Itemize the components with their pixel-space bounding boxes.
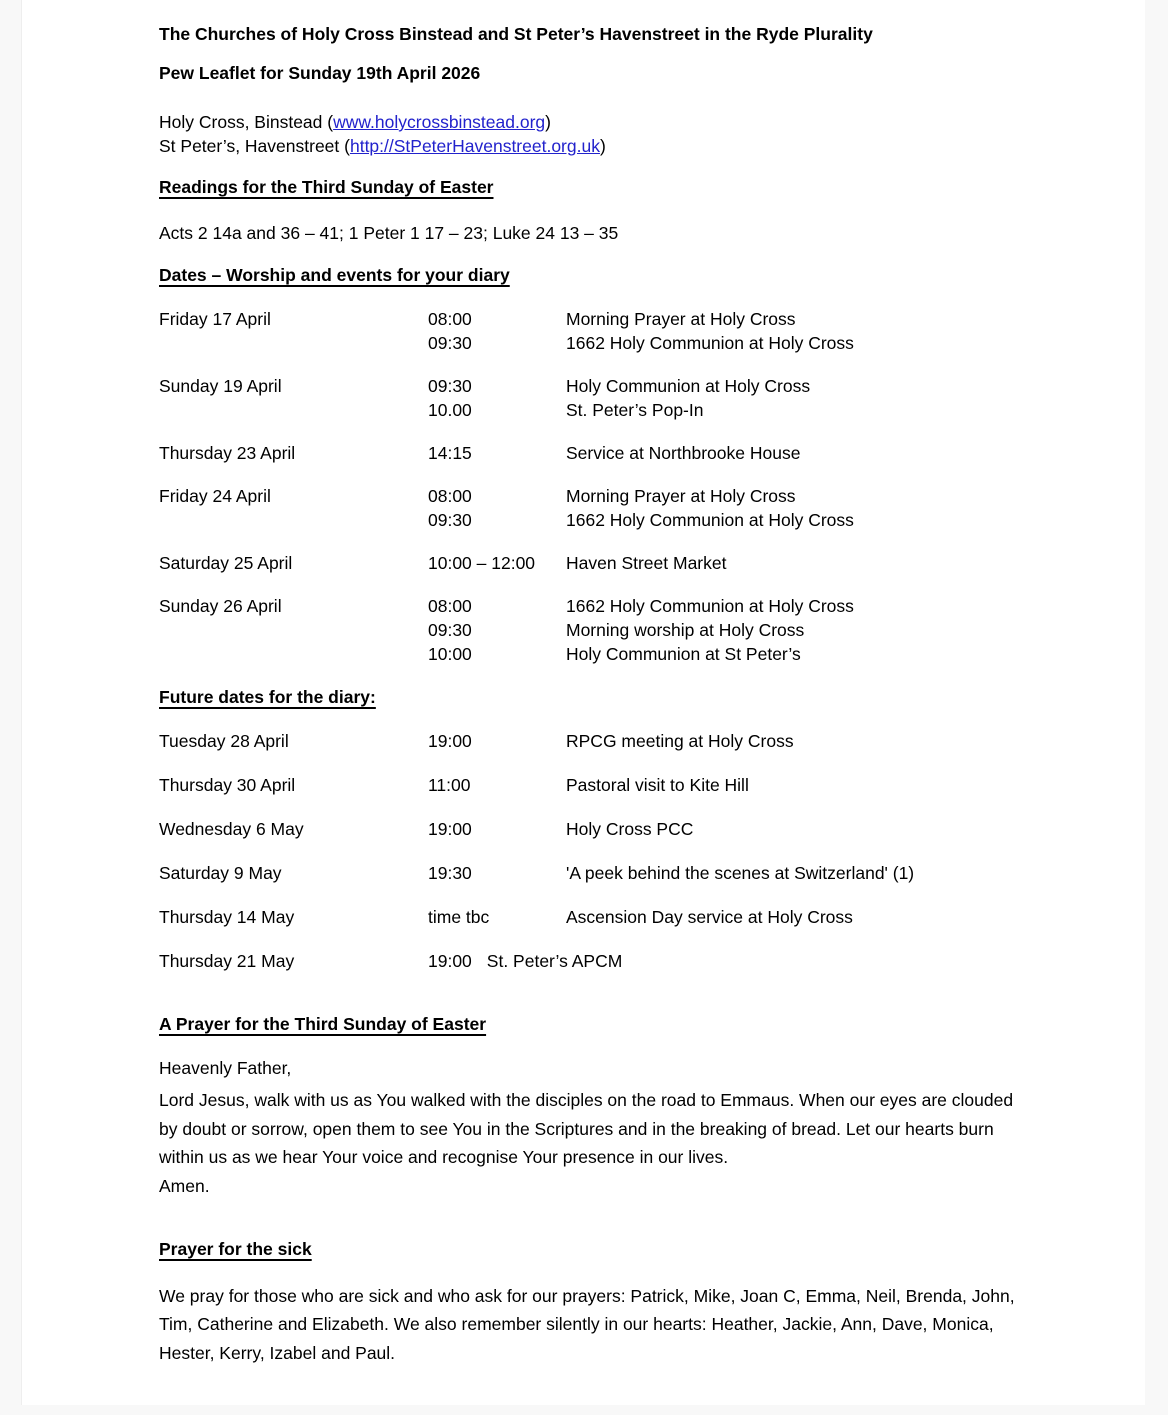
diary-date: Thursday 23 April [159, 443, 296, 463]
event-time: 09:30 [428, 333, 472, 353]
diary-entries [428, 594, 1025, 666]
diary-date: Thursday 21 May [159, 951, 295, 971]
event-description: Service at Northbrooke House [566, 443, 801, 463]
event-description: Ascension Day service at Holy Cross [566, 907, 853, 927]
event-time: 19:30 [428, 863, 472, 883]
document-title: The Churches of Holy Cross Binstead and St Peter’s Havenstreet in the Ryde Plurality [159, 24, 873, 44]
diary-entry-line [428, 331, 1025, 355]
diary-row [159, 551, 1025, 575]
sick-prayer-heading: Prayer for the sick [159, 1238, 312, 1259]
diary-entry-line [428, 398, 1025, 422]
event-time: 19:00 [428, 819, 472, 839]
diary-row [159, 817, 1025, 841]
document-content [159, 22, 1025, 1367]
readings-list: Acts 2 14a and 36 – 41; 1 Peter 1 17 – 23; Luke 24 13 – 35 [159, 223, 619, 243]
diary-row [159, 307, 1025, 355]
diary-entry-line [428, 729, 1025, 753]
diary-date: Saturday 25 April [159, 553, 293, 573]
readings-heading: Readings for the Third Sunday of Easter [159, 177, 494, 197]
diary-entries [428, 905, 1025, 929]
diary-date: Tuesday 28 April [159, 731, 289, 751]
sick-prayer-body: We pray for those who are sick and who ask for our prayers: Patrick, Mike, Joan C, Emma, Neil, Brenda, John, Tim, Catherine and Elizabeth. We also remember silently in our hearts: Heather, Jackie, Ann, Dave, Monica, Hester, Kerry, Izabel and Paul. [159, 1285, 1015, 1363]
diary-entries [428, 441, 1025, 465]
st-peters-url-link[interactable]: http://StPeterHavenstreet.org.uk [349, 136, 600, 156]
holy-cross-link-line [159, 110, 1025, 134]
diary-entry-line [428, 551, 1025, 575]
event-time: 09:30 [428, 510, 472, 530]
diary-entries [428, 949, 1025, 973]
event-time: 08:00 [428, 486, 472, 506]
diary-entries [428, 729, 1025, 753]
diary-entry-line [428, 441, 1025, 465]
diary-row [159, 773, 1025, 797]
event-description: Holy Cross PCC [566, 819, 694, 839]
event-description: St. Peter’s Pop-In [566, 400, 704, 420]
event-time: 10.00 [428, 400, 472, 420]
diary-row [159, 441, 1025, 465]
link-prefix: St Peter’s, Havenstreet ( [159, 136, 350, 156]
diary-heading: Dates – Worship and events for your diary [159, 265, 510, 285]
event-description: 1662 Holy Communion at Holy Cross [566, 333, 854, 353]
event-description: Haven Street Market [566, 553, 727, 573]
event-time: 19:00 [428, 731, 472, 751]
event-description: Morning Prayer at Holy Cross [566, 486, 796, 506]
prayer-opening: Heavenly Father, [159, 1058, 292, 1078]
diary-entry-line [428, 484, 1025, 508]
event-description: Pastoral visit to Kite Hill [566, 775, 749, 795]
event-description: Holy Communion at St Peter’s [566, 644, 801, 664]
diary-date: Wednesday 6 May [159, 819, 304, 839]
diary-entries [428, 484, 1025, 532]
event-time: 11:00 [428, 775, 471, 795]
diary-row [159, 484, 1025, 532]
diary-entries [428, 551, 1025, 575]
diary-entry-line [428, 374, 1025, 398]
event-description: Morning Prayer at Holy Cross [566, 309, 796, 329]
diary-row [159, 594, 1025, 666]
church-links-block [159, 110, 1025, 158]
diary-date: Sunday 19 April [159, 376, 282, 396]
event-description: 'A peek behind the scenes at Switzerland' (1) [566, 863, 915, 883]
diary-row [159, 905, 1025, 929]
diary-entry-line [428, 642, 1025, 666]
diary-date: Friday 17 April [159, 309, 271, 329]
diary-entry-line [428, 594, 1025, 618]
event-time: 19:00 [428, 951, 472, 971]
diary-date: Sunday 26 April [159, 596, 282, 616]
diary-entries [428, 307, 1025, 355]
event-time: 09:30 [428, 620, 472, 640]
event-time: 09:30 [428, 376, 472, 396]
diary-date: Thursday 14 May [159, 907, 295, 927]
easter-prayer-heading: A Prayer for the Third Sunday of Easter [159, 1014, 487, 1034]
document-page [21, 0, 1145, 1405]
event-time: 10:00 – 12:00 [428, 553, 536, 573]
diary-entries [428, 773, 1025, 797]
holy-cross-url-link[interactable]: www.holycrossbinstead.org [333, 112, 546, 132]
event-description: 1662 Holy Communion at Holy Cross [566, 510, 854, 530]
diary-entry-line [428, 618, 1025, 642]
prayer-closing: Amen. [159, 1175, 210, 1196]
event-time: 14:15 [428, 443, 472, 463]
event-description: RPCG meeting at Holy Cross [566, 731, 794, 751]
event-time: 08:00 [428, 309, 472, 329]
diary-row [159, 374, 1025, 422]
diary-entries [428, 374, 1025, 422]
event-description: Morning worship at Holy Cross [566, 620, 805, 640]
diary-entry-line [428, 861, 1025, 885]
event-description: 1662 Holy Communion at Holy Cross [566, 596, 854, 616]
event-time: time tbc [428, 907, 490, 927]
link-prefix: Holy Cross, Binstead ( [159, 112, 334, 132]
diary-date: Thursday 30 April [159, 775, 296, 795]
future-dates-schedule [159, 729, 1025, 973]
diary-entry-line [428, 817, 1025, 841]
prayer-body: Lord Jesus, walk with us as You walked with the disciples on the road to Emmaus. When our eyes are clouded by doubt or sorrow, open them to see You in the Scriptures and in the breaking of bread. Let our hearts burn within us as we hear Your voice and recognise Your presence in our lives. [159, 1090, 1014, 1167]
diary-date: Friday 24 April [159, 486, 271, 506]
diary-date: Saturday 9 May [159, 863, 282, 883]
diary-entry-line [428, 949, 1025, 973]
diary-schedule [159, 307, 1025, 666]
leaflet-subtitle: Pew Leaflet for Sunday 19th April 2026 [159, 63, 481, 83]
diary-entries [428, 817, 1025, 841]
event-time: 08:00 [428, 596, 472, 616]
diary-entry-line [428, 508, 1025, 532]
event-description: St. Peter’s APCM [486, 951, 623, 971]
diary-entry-line [428, 773, 1025, 797]
diary-entry-line [428, 307, 1025, 331]
link-suffix: ) [545, 112, 551, 132]
diary-row [159, 861, 1025, 885]
diary-entries [428, 861, 1025, 885]
diary-row [159, 729, 1025, 753]
event-description: Holy Communion at Holy Cross [566, 376, 811, 396]
link-suffix: ) [599, 136, 606, 156]
diary-entry-line [428, 905, 1025, 929]
event-time: 10:00 [428, 644, 472, 664]
future-dates-heading: Future dates for the diary: [159, 687, 376, 707]
st-peters-link-line [159, 134, 1025, 158]
diary-row [159, 949, 1025, 973]
